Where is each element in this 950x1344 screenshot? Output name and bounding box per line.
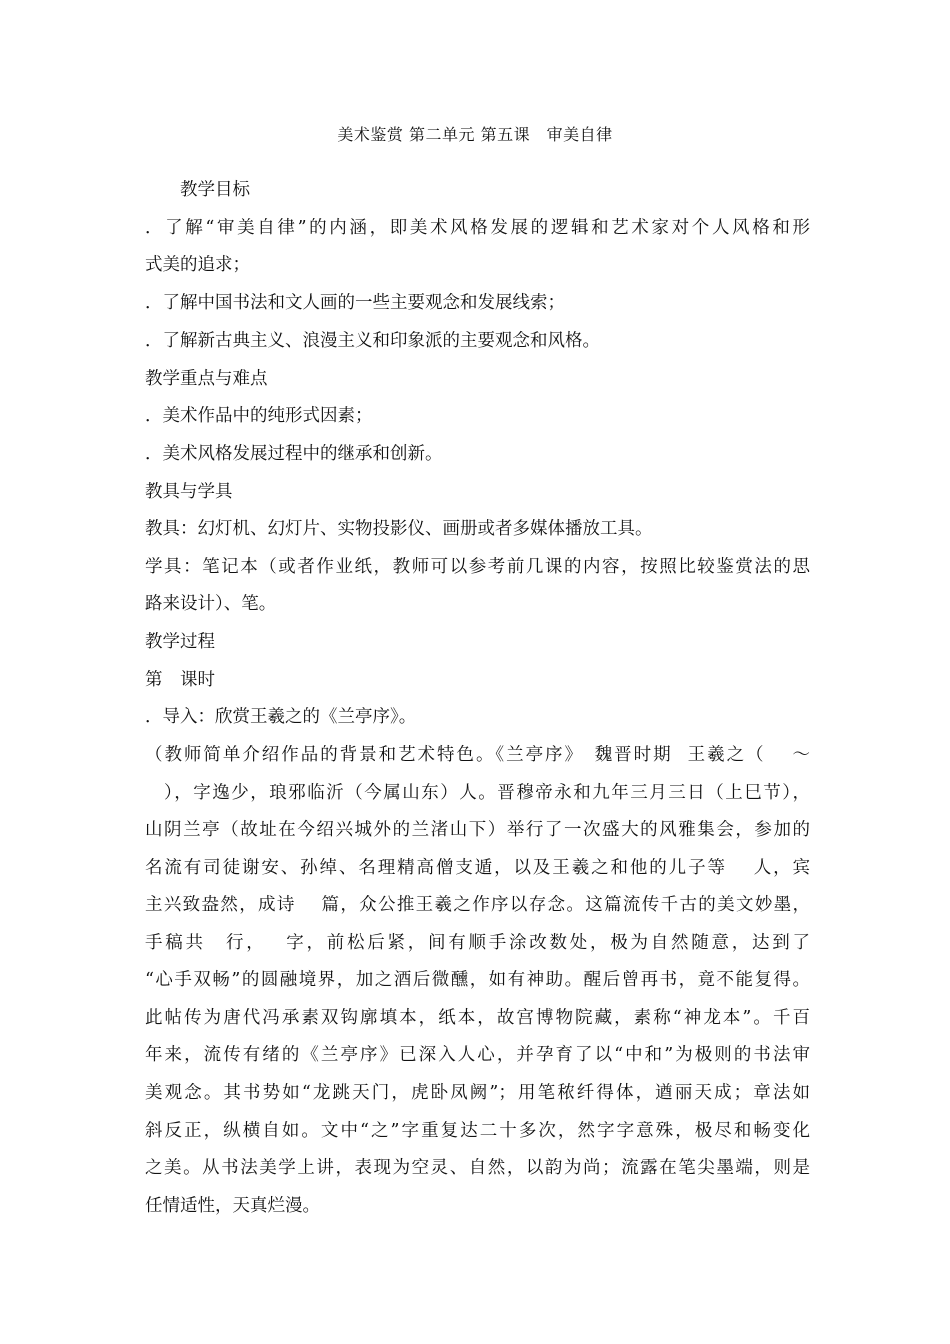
paragraph-line: 主兴致盎然，成诗 篇，众公推王羲之作序以存念。这篇流传千古的美文妙墨， bbox=[145, 895, 810, 915]
objective-2: ．了解中国书法和文人画的一些主要观念和发展线索； bbox=[145, 293, 565, 313]
teaching-tools: 教具：幻灯机、幻灯片、实物投影仪、画册或者多媒体播放工具。 bbox=[145, 519, 653, 539]
paragraph-line: 手稿共 行， 字，前松后紧，间有顺手涂改数处，极为自然随意，达到了 bbox=[145, 933, 810, 953]
paragraph-line: 美观念。其书势如“龙跳天门，虎卧凤阙”；用笔秾纤得体，遒丽天成；章法如 bbox=[145, 1083, 810, 1103]
paragraph-line-last: 任情适性，天真烂漫。 bbox=[145, 1196, 320, 1216]
paragraph-line: 年来，流传有绪的《兰亭序》已深入人心，并孕育了以“中和”为极则的书法审 bbox=[145, 1045, 810, 1065]
objective-3: ．了解新古典主义、浪漫主义和印象派的主要观念和风格。 bbox=[145, 331, 600, 351]
paragraph-line: 山阴兰亭（故址在今绍兴城外的兰渚山下）举行了一次盛大的风雅集会，参加的 bbox=[145, 820, 810, 840]
intro-step: ．导入：欣赏王羲之的《兰亭序》。 bbox=[145, 707, 417, 727]
section-heading-tools: 教具与学具 bbox=[145, 482, 233, 502]
section-heading-process: 教学过程 bbox=[145, 632, 215, 652]
paragraph-line: 斜反正，纵横自如。文中“之”字重复达二十多次，然字字意殊，极尽和畅变化 bbox=[145, 1121, 810, 1141]
document-title: 美术鉴赏 第二单元 第五课 审美自律 bbox=[337, 125, 613, 144]
paragraph-line: ），字逸少，琅邪临沂（今属山东）人。晋穆帝永和九年三月三日（上巳节）， bbox=[145, 783, 810, 803]
paragraph-line: 此帖传为唐代冯承素双钩廓填本，纸本，故宫博物院藏，素称“神龙本”。千百 bbox=[145, 1008, 810, 1028]
paragraph-line: 之美。从书法美学上讲，表现为空灵、自然，以韵为尚；流露在笔尖墨端，则是 bbox=[145, 1158, 810, 1178]
section-heading-objectives: 教学目标 bbox=[145, 180, 250, 200]
key-point-1: ．美术作品中的纯形式因素； bbox=[145, 406, 373, 426]
paragraph-line: （教师简单介绍作品的背景和艺术特色。《兰亭序》 魏晋时期 王羲之（ ～ bbox=[145, 745, 810, 765]
objective-1-line-1: ．了解“审美自律”的内涵，即美术风格发展的逻辑和艺术家对个人风格和形 bbox=[145, 218, 810, 238]
lesson-period: 第 课时 bbox=[145, 670, 215, 690]
learning-tools-line-2: 路来设计）、笔。 bbox=[145, 594, 277, 614]
key-point-2: ．美术风格发展过程中的继承和创新。 bbox=[145, 444, 443, 464]
learning-tools-line-1: 学具：笔记本（或者作业纸，教师可以参考前几课的内容，按照比较鉴赏法的思 bbox=[145, 557, 810, 577]
objective-1-line-2: 式美的追求； bbox=[145, 255, 250, 275]
paragraph-line: 名流有司徒谢安、孙绰、名理精高僧支遁，以及王羲之和他的儿子等 人，宾 bbox=[145, 858, 810, 878]
paragraph-line: “心手双畅”的圆融境界，加之酒后微醺，如有神助。醒后曾再书，竟不能复得。 bbox=[145, 970, 810, 990]
section-heading-key-points: 教学重点与难点 bbox=[145, 369, 268, 389]
